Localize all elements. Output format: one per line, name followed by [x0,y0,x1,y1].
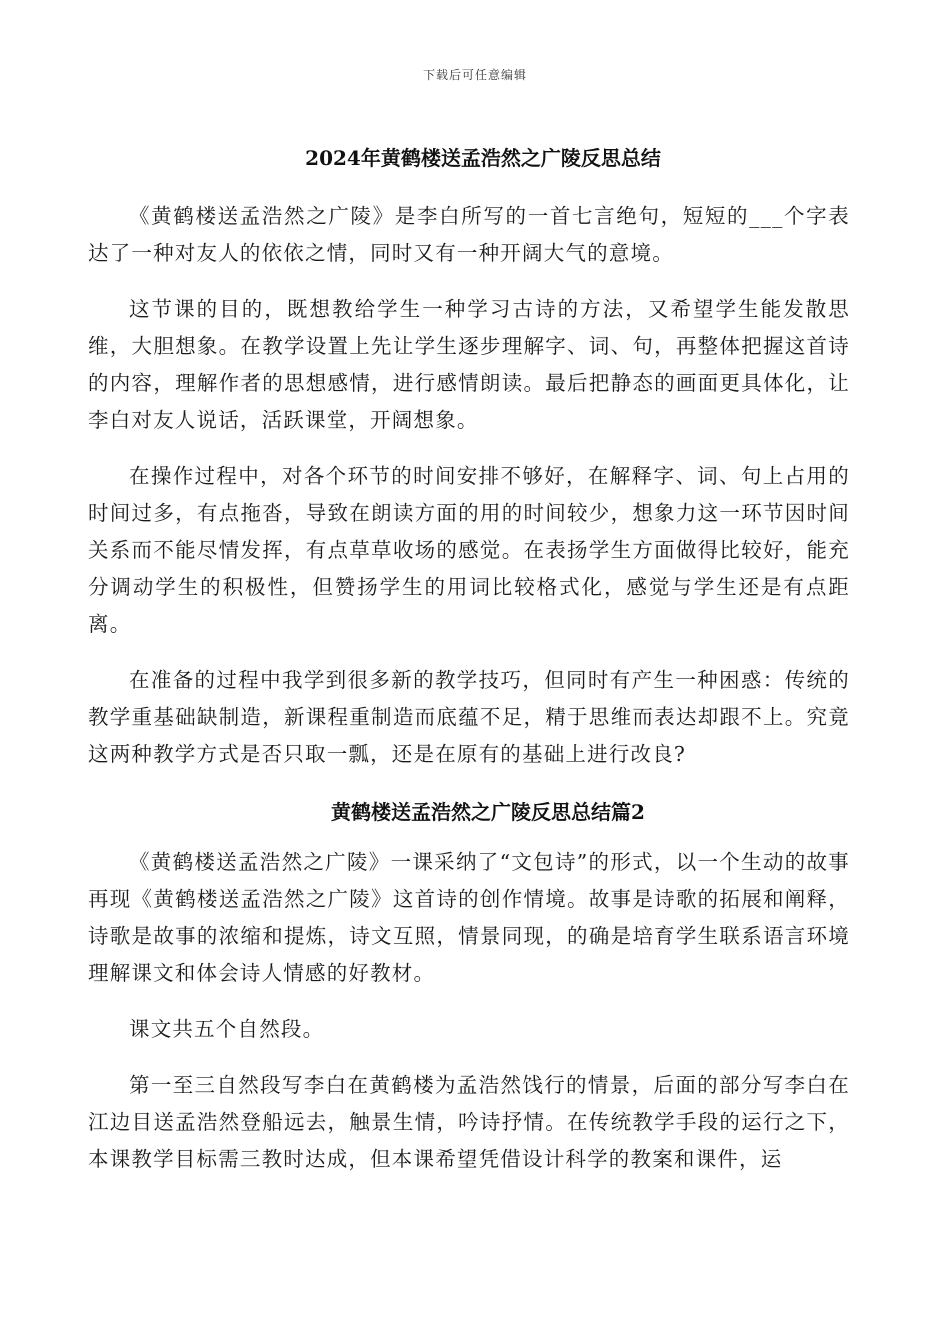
document-title: 2024年黄鹤楼送孟浩然之广陵反思总结 [305,146,661,170]
section-heading: 黄鹤楼送孟浩然之广陵反思总结篇2 [331,800,645,824]
document-body [88,138,850,1197]
paragraph: 《黄鹤楼送孟浩然之广陵》是李白所写的一首七言绝句，短短的___个字表达了一种对友人的依依之情，同时又有一种开阔大气的意境。 [88,204,850,265]
paragraph: 课文共五个自然段。 [129,1017,325,1041]
paragraph: 第一至三自然段写李白在黄鹤楼为孟浩然饯行的情景，后面的部分写李白在江边目送孟浩然登船远去，触景生情，吟诗抒情。在传统教学手段的运行之下，本课教学目标需三教时达成，但本课希望凭借设计科学的教案和课件，运 [88,1073,850,1171]
paragraph: 《黄鹤楼送孟浩然之广陵》一课采纳了“文包诗”的形式，以一个生动的故事再现《黄鹤楼送孟浩然之广陵》这首诗的创作情境。故事是诗歌的拓展和阐释，诗歌是故事的浓缩和提炼，诗文互照，情景同现，的确是培育学生联系语言环境理解课文和体会诗人情感的好教材。 [88,850,850,985]
paragraph: 这节课的目的，既想教给学生一种学习古诗的方法，又希望学生能发散思维，大胆想象。在教学设置上先让学生逐步理解字、词、句，再整体把握这首诗的内容，理解作者的思想感情，进行感情朗读。最后把静态的画面更具体化，让李白对友人说话，活跃课堂，开阔想象。 [88,297,850,432]
paragraph: 在操作过程中，对各个环节的时间安排不够好，在解释字、词、句上占用的时间过多，有点拖沓，导致在朗读方面的用的时间较少，想象力这一环节因时间关系而不能尽情发挥，有点草草收场的感觉。在表扬学生方面做得比较好，能充分调动学生的积极性，但赞扬学生的用词比较格式化，感觉与学生还是有点距离。 [88,464,850,636]
paragraph: 在准备的过程中我学到很多新的教学技巧，但同时有产生一种困惑：传统的教学重基础缺制造，新课程重制造而底蕴不足，精于思维而表达却跟不上。究竟这两种教学方式是否只取一瓢，还是在原有的基础上进行改良? [88,668,850,766]
page-header-note: 下载后可任意编辑 [422,68,527,82]
